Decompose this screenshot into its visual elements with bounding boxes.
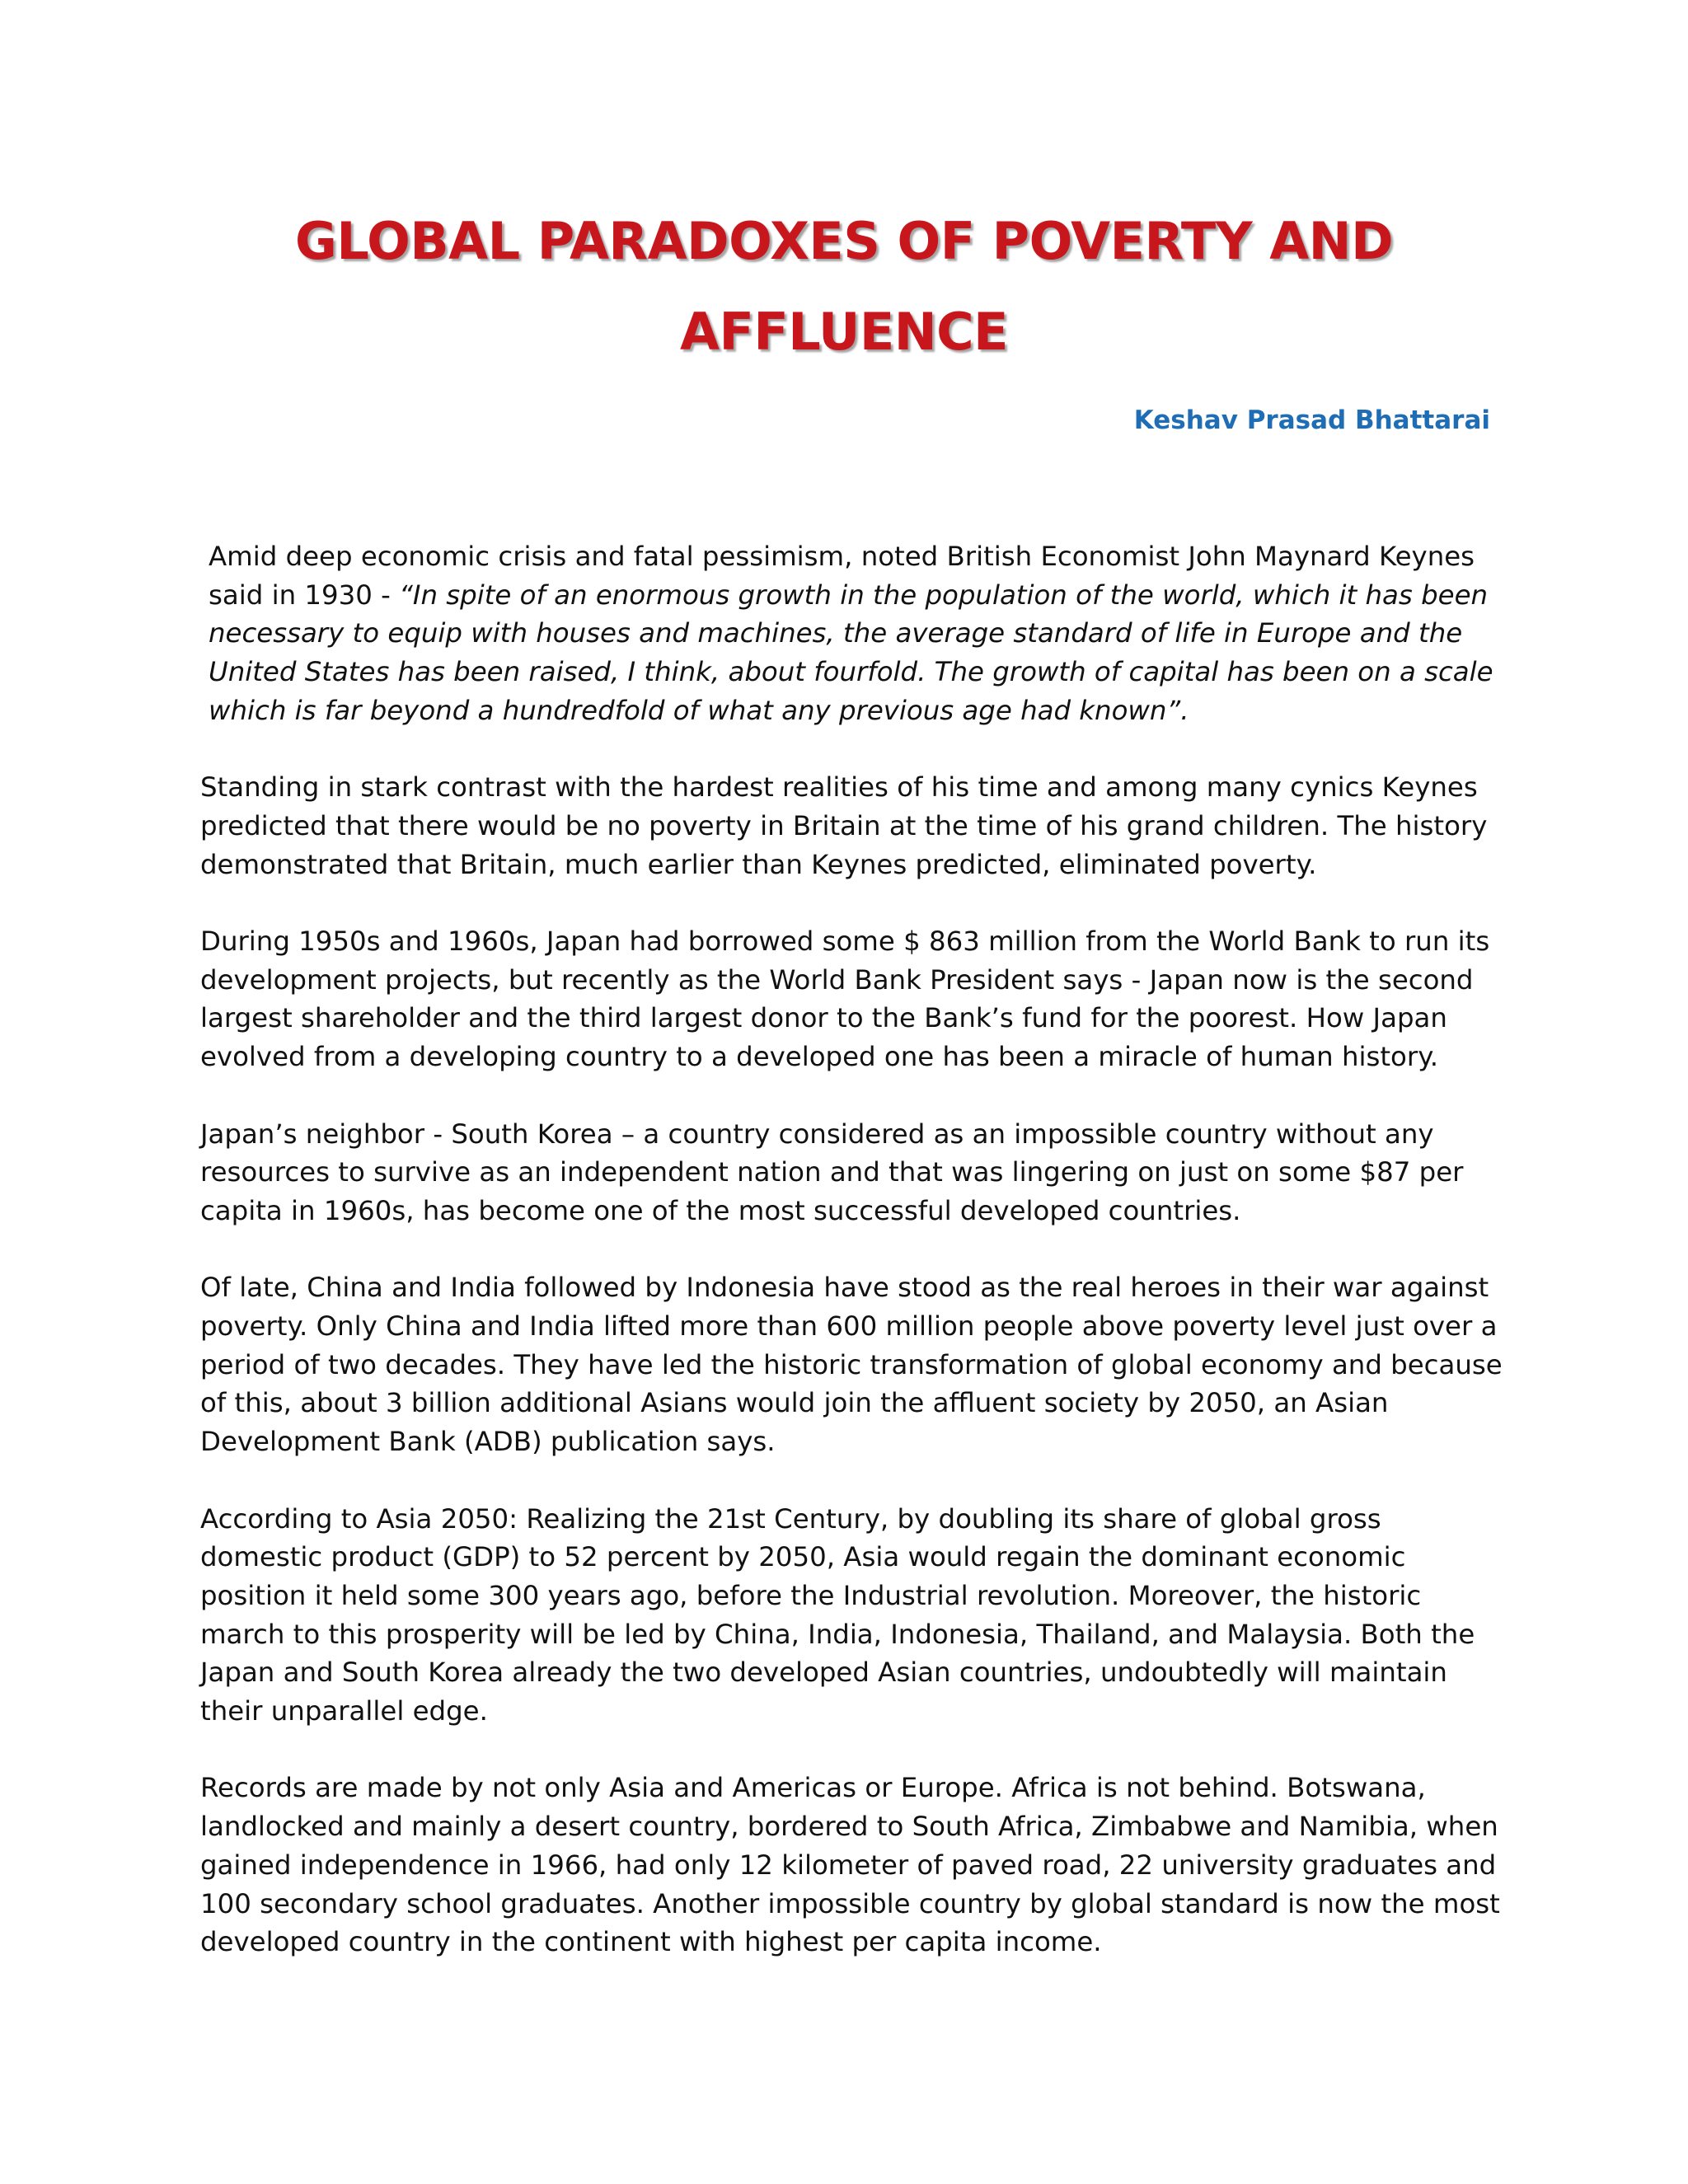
author-name: Keshav Prasad Bhattarai (1133, 405, 1490, 435)
paragraph-asia-2050: According to Asia 2050: Realizing the 21st Century, by doubling its share of global gross domestic product (GDP) to 52 percent by 2050, Asia would regain the dominant economic position it held some 300 years ago, before the Industrial revolution. Moreover, the historic march to this prosperity will be led by China, India, Indonesia, Thailand, and Malaysia. Both the Japan and South Korea already the two developed Asian countries, undoubtedly will maintain their unparallel edge. (200, 1502, 1475, 1727)
paragraph-south-korea: Japan’s neighbor - South Korea – a country considered as an impossible country without any resources to survive as an independent nation and that was lingering on just on some $87 per capita in 1960s, has become one of the most successful developed countries. (200, 1118, 1464, 1226)
paragraph-botswana: Records are made by not only Asia and Americas or Europe. Africa is not behind. Botswana, landlocked and mainly a desert country, bordered to South Africa, Zimbabwe and Namibia, when gained independence in 1966, had only 12 kilometer of paved road, 22 university graduates and 100 secondary school graduates. Another impossible country by global standard is now the most developed country in the continent with highest per capita income. (200, 1772, 1500, 1958)
paragraph-japan: During 1950s and 1960s, Japan had borrowed some $ 863 million from the World Bank to run its development projects, but recently as the World Bank President says - Japan now is the second largest shareholder and the third largest donor to the Bank’s fund for the poorest. How Japan evolved from a developing country to a developed one has been a miracle of human history. (200, 926, 1490, 1073)
paragraph-intro-text: Amid deep economic crisis and fatal pessimism, noted British Economist John Maynard Keynes said in 1930 - (209, 541, 1475, 611)
paragraph-china-india: Of late, China and India followed by Indonesia have stood as the real heroes in their war against poverty. Only China and India lifted more than 600 million people above poverty level just over a period of two decades. They have led the historic transformation of global economy and because of this, about 3 billion additional Asians would join the affluent society by 2050, an Asian Development Bank (ADB) publication says. (200, 1272, 1503, 1458)
paragraph-keynes-quote (200, 537, 1503, 730)
article-body (200, 537, 1503, 1961)
document-title: GLOBAL PARADOXES OF POVERTY AND AFFLUENCE (294, 211, 1394, 362)
paragraph-britain: Standing in stark contrast with the hardest realities of his time and among many cynics Keynes predicted that there would be no poverty in Britain at the time of his grand children. The history demonstrated that Britain, much earlier than Keynes predicted, eliminated poverty. (200, 771, 1488, 880)
keynes-quote-text: “In spite of an enormous growth in the population of the world, which it has been necessary to equip with houses and machines, the average standard of life in Europe and the United States has been raised, I think, about fourfold. The growth of capital has been on a scale which is far beyond a hundredfold of what any previous age had known”. (209, 579, 1493, 726)
